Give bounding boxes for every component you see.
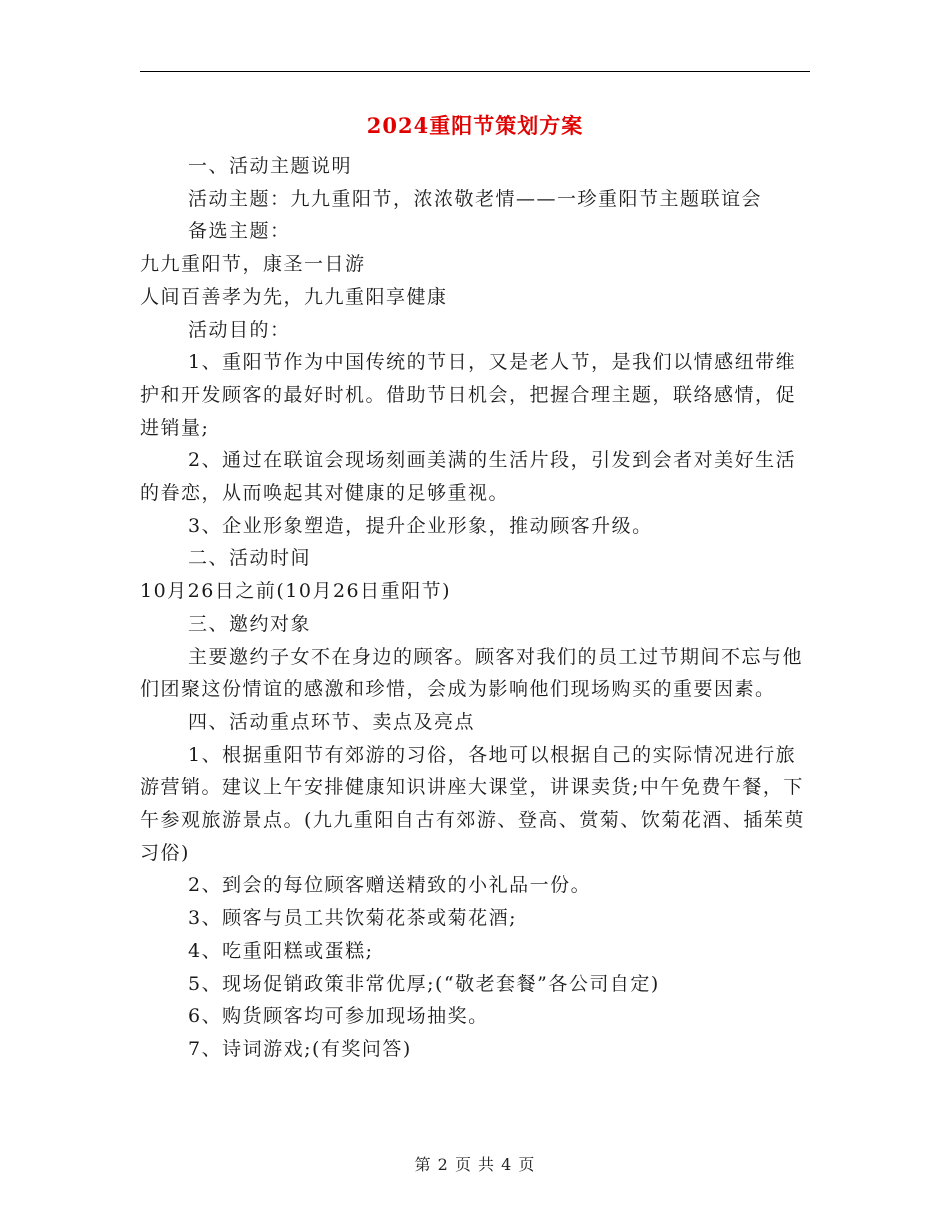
section-heading-highlights: 四、活动重点环节、卖点及亮点 — [188, 710, 476, 733]
paragraph-purpose-3: 3、企业形象塑造，提升企业形象，推动顾客升级。 — [188, 514, 653, 537]
document-body — [140, 150, 810, 1066]
paragraph-invitees: 主要邀约子女不在身边的顾客。顾客对我们的员工过节期间不忘与他们团聚这份情谊的感激和珍惜，会成为影响他们现场购买的重要因素。 — [140, 645, 804, 701]
document-title: 2024重阳节策划方案 — [366, 113, 584, 138]
paragraph-highlight-3: 3、顾客与员工共饮菊花茶或菊花酒; — [188, 907, 517, 930]
paragraph-theme: 活动主题：九九重阳节，浓浓敬老情——一珍重阳节主题联谊会 — [188, 187, 763, 210]
header-rule — [140, 71, 810, 72]
paragraph-time: 10月26日之前(10月26日重阳节) — [140, 580, 452, 603]
paragraph-highlight-5: 5、现场促销政策非常优厚;(“敬老套餐”各公司自定) — [188, 972, 660, 995]
paragraph-purpose-label: 活动目的： — [188, 318, 291, 341]
paragraph-purpose-2: 2、通过在联谊会现场刻画美满的生活片段，引发到会者对美好生活的眷恋，从而唤起其对健康的足够重视。 — [140, 449, 797, 505]
section-heading-invitees: 三、邀约对象 — [188, 612, 312, 635]
paragraph-highlight-1: 1、根据重阳节有郊游的习俗，各地可以根据自己的实际情况进行旅游营销。建议上午安排健康知识讲座大课堂，讲课卖货;中午免费午餐，下午参观旅游景点。(九九重阳自古有郊游、登高、赏菊、饮菊花酒、插茱萸习俗) — [140, 743, 805, 864]
section-heading-time: 二、活动时间 — [188, 547, 312, 570]
paragraph-alt-theme-1: 九九重阳节，康圣一日游 — [140, 253, 366, 276]
paragraph-highlight-2: 2、到会的每位顾客赠送精致的小礼品一份。 — [188, 874, 592, 897]
paragraph-alt-theme-2: 人间百善孝为先，九九重阳享健康 — [140, 285, 448, 308]
paragraph-highlight-7: 7、诗词游戏;(有奖问答) — [188, 1037, 412, 1060]
paragraph-purpose-1: 1、重阳节作为中国传统的节日，又是老人节，是我们以情感纽带维护和开发顾客的最好时机。借助节日机会，把握合理主题，联络感情，促进销量; — [140, 351, 797, 439]
paragraph-highlight-4: 4、吃重阳糕或蛋糕; — [188, 939, 374, 962]
paragraph-alt-theme-label: 备选主题： — [188, 220, 291, 243]
section-heading-theme: 一、活动主题说明 — [188, 155, 353, 177]
page-number-label: 第 2 页 共 4 页 — [414, 1155, 536, 1174]
page-footer — [0, 1153, 950, 1177]
paragraph-highlight-6: 6、购货顾客均可参加现场抽奖。 — [188, 1005, 489, 1028]
